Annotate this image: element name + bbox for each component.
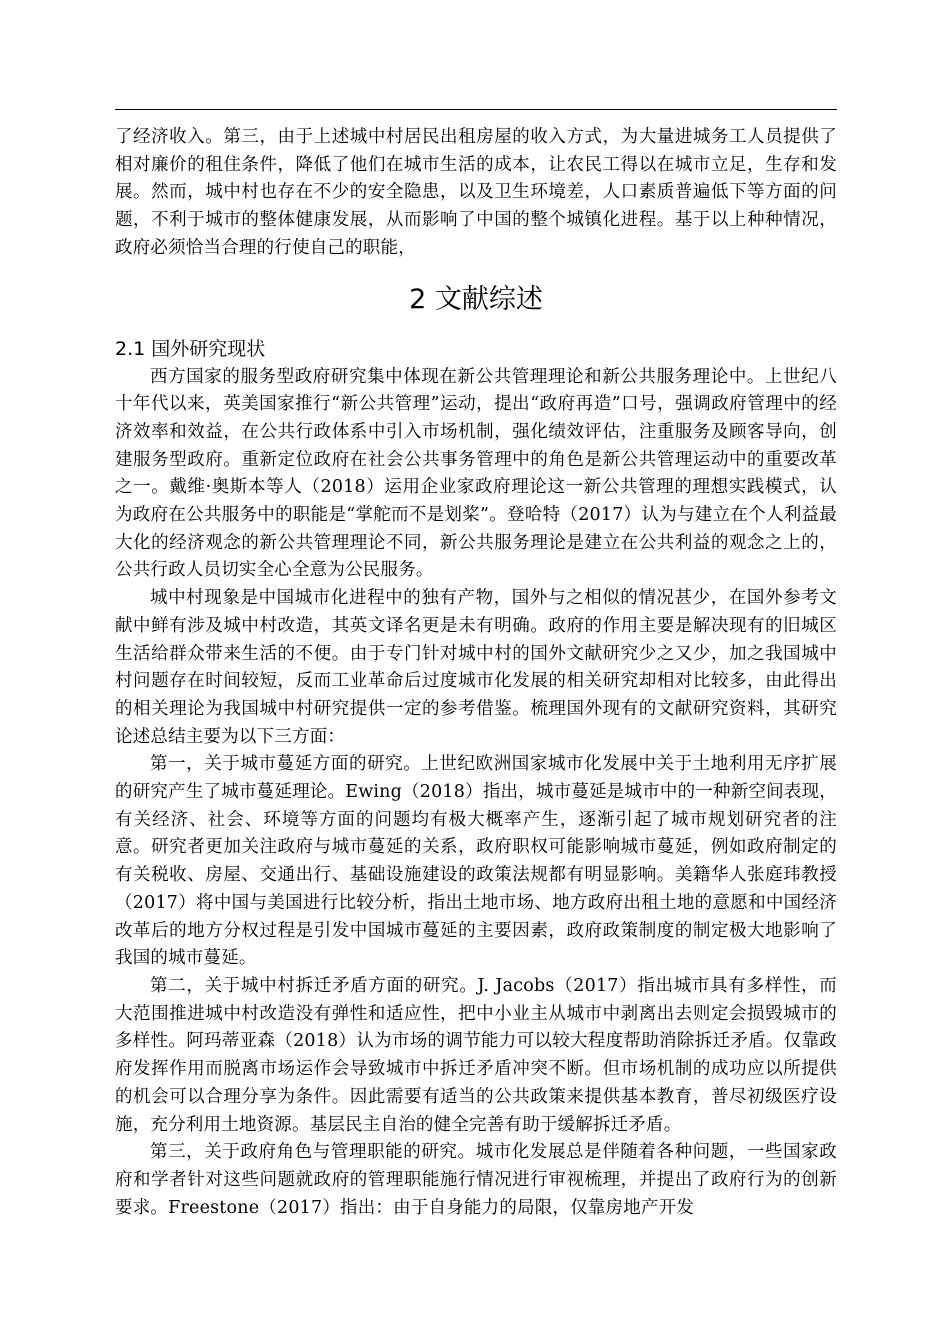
body-paragraph: 第二，关于城中村拆迁矛盾方面的研究。J. Jacobs（2017）指出城市具有多样性，而大范围推进城中村改造没有弹性和适应性，把中小业主从城市中剥离出去则定会损毁城市的多样性。阿玛蒂亚森（2018）认为市场的调节能力可以较大程度帮助消除拆迁矛盾。仅靠政府发挥作用而脱离市场运作会导致城市中拆迁矛盾冲突不断。但市场机制的成功应以所提供的机会可以合理分享为条件。因此需要有适当的公共政策来提供基本教育，普尽初级医疗设施，充分利用土地资源。基层民主自治的健全完善有助于缓解拆迁矛盾。	[115, 975, 837, 1135]
body-paragraph: 城中村现象是中国城市化进程中的独有产物，国外与之相似的情况甚少，在国外参考文献中鲜有涉及城中村改造，其英文译名更是未有明确。政府的作用主要是解决现有的旧城区生活给群众带来生活的不便。由于专门针对城中村的国外文献研究少之又少，加之我国城中村问题存在时间较短，反而工业革命后过度城市化发展的相关研究却相对比较多，由此得出的相关理论为我国城中村研究提供一定的参考借鉴。梳理国外现有的文献研究资料，其研究论述总结主要为以下三方面：	[115, 588, 837, 747]
document-body	[115, 124, 837, 1222]
body-paragraph: 第一，关于城市蔓延方面的研究。上世纪欧洲国家城市化发展中关于土地利用无序扩展的研究产生了城市蔓延理论。Ewing（2018）指出，城市蔓延是城市中的一种新空间表现，有关经济、社会、环境等方面的问题均有极大概率产生，逐渐引起了城市规划研究者的注意。研究者更加关注政府与城市蔓延的关系，政府职权可能影响城市蔓延，例如政府制定的有关税收、房屋、交通出行、基础设施建设的政策法规都有明显影响。美籍华人张庭玮教授（2017）将中国与美国进行比较分析，指出土地市场、地方政府出租土地的意愿和中国经济改革后的地方分权过程是引发中国城市蔓延的主要因素，政府政策制度的制定极大地影响了我国的城市蔓延。	[115, 754, 837, 969]
header-rule	[115, 109, 837, 110]
intro-paragraph: 了经济收入。第三，由于上述城中村居民出租房屋的收入方式，为大量进城务工人员提供了相对廉价的租住条件，降低了他们在城市生活的成本，让农民工得以在城市立足，生存和发展。然而，城中村也存在不少的安全隐患，以及卫生环境差，人口素质普遍低下等方面的问题，不利于城市的整体健康发展，从而影响了中国的整个城镇化进程。基于以上种种情况，政府必须恰当合理的行使自己的职能，	[115, 127, 837, 258]
body-paragraph: 第三，关于政府角色与管理职能的研究。城市化发展总是伴随着各种问题，一些国家政府和学者针对这些问题就政府的管理职能施行情况进行审视梳理，并提出了政府行为的创新要求。Freestone（2017）指出：由于自身能力的局限，仅靠房地产开发	[115, 1142, 837, 1218]
section-title: 2.1 国外研究现状	[115, 337, 266, 360]
chapter-title: 2 文献综述	[409, 283, 543, 315]
body-paragraph: 西方国家的服务型政府研究集中体现在新公共管理理论和新公共服务理论中。上世纪八十年代以来，英美国家推行“新公共管理”运动，提出“政府再造”口号，强调政府管理中的经济效率和效益，在公共行政体系中引入市场机制，强化绩效评估，注重服务及顾客导向，创建服务型政府。重新定位政府在社会公共事务管理中的角色是新公共管理运动中的重要改革之一。戴维·奥斯本等人（2018）运用企业家政府理论这一新公共管理的理想实践模式，认为政府在公共服务中的职能是“掌舵而不是划桨”。登哈特（2017）认为与建立在个人利益最大化的经济观念的新公共管理理论不同，新公共服务理论是建立在公共利益的观念之上的，公共行政人员切实全心全意为公民服务。	[115, 366, 837, 581]
